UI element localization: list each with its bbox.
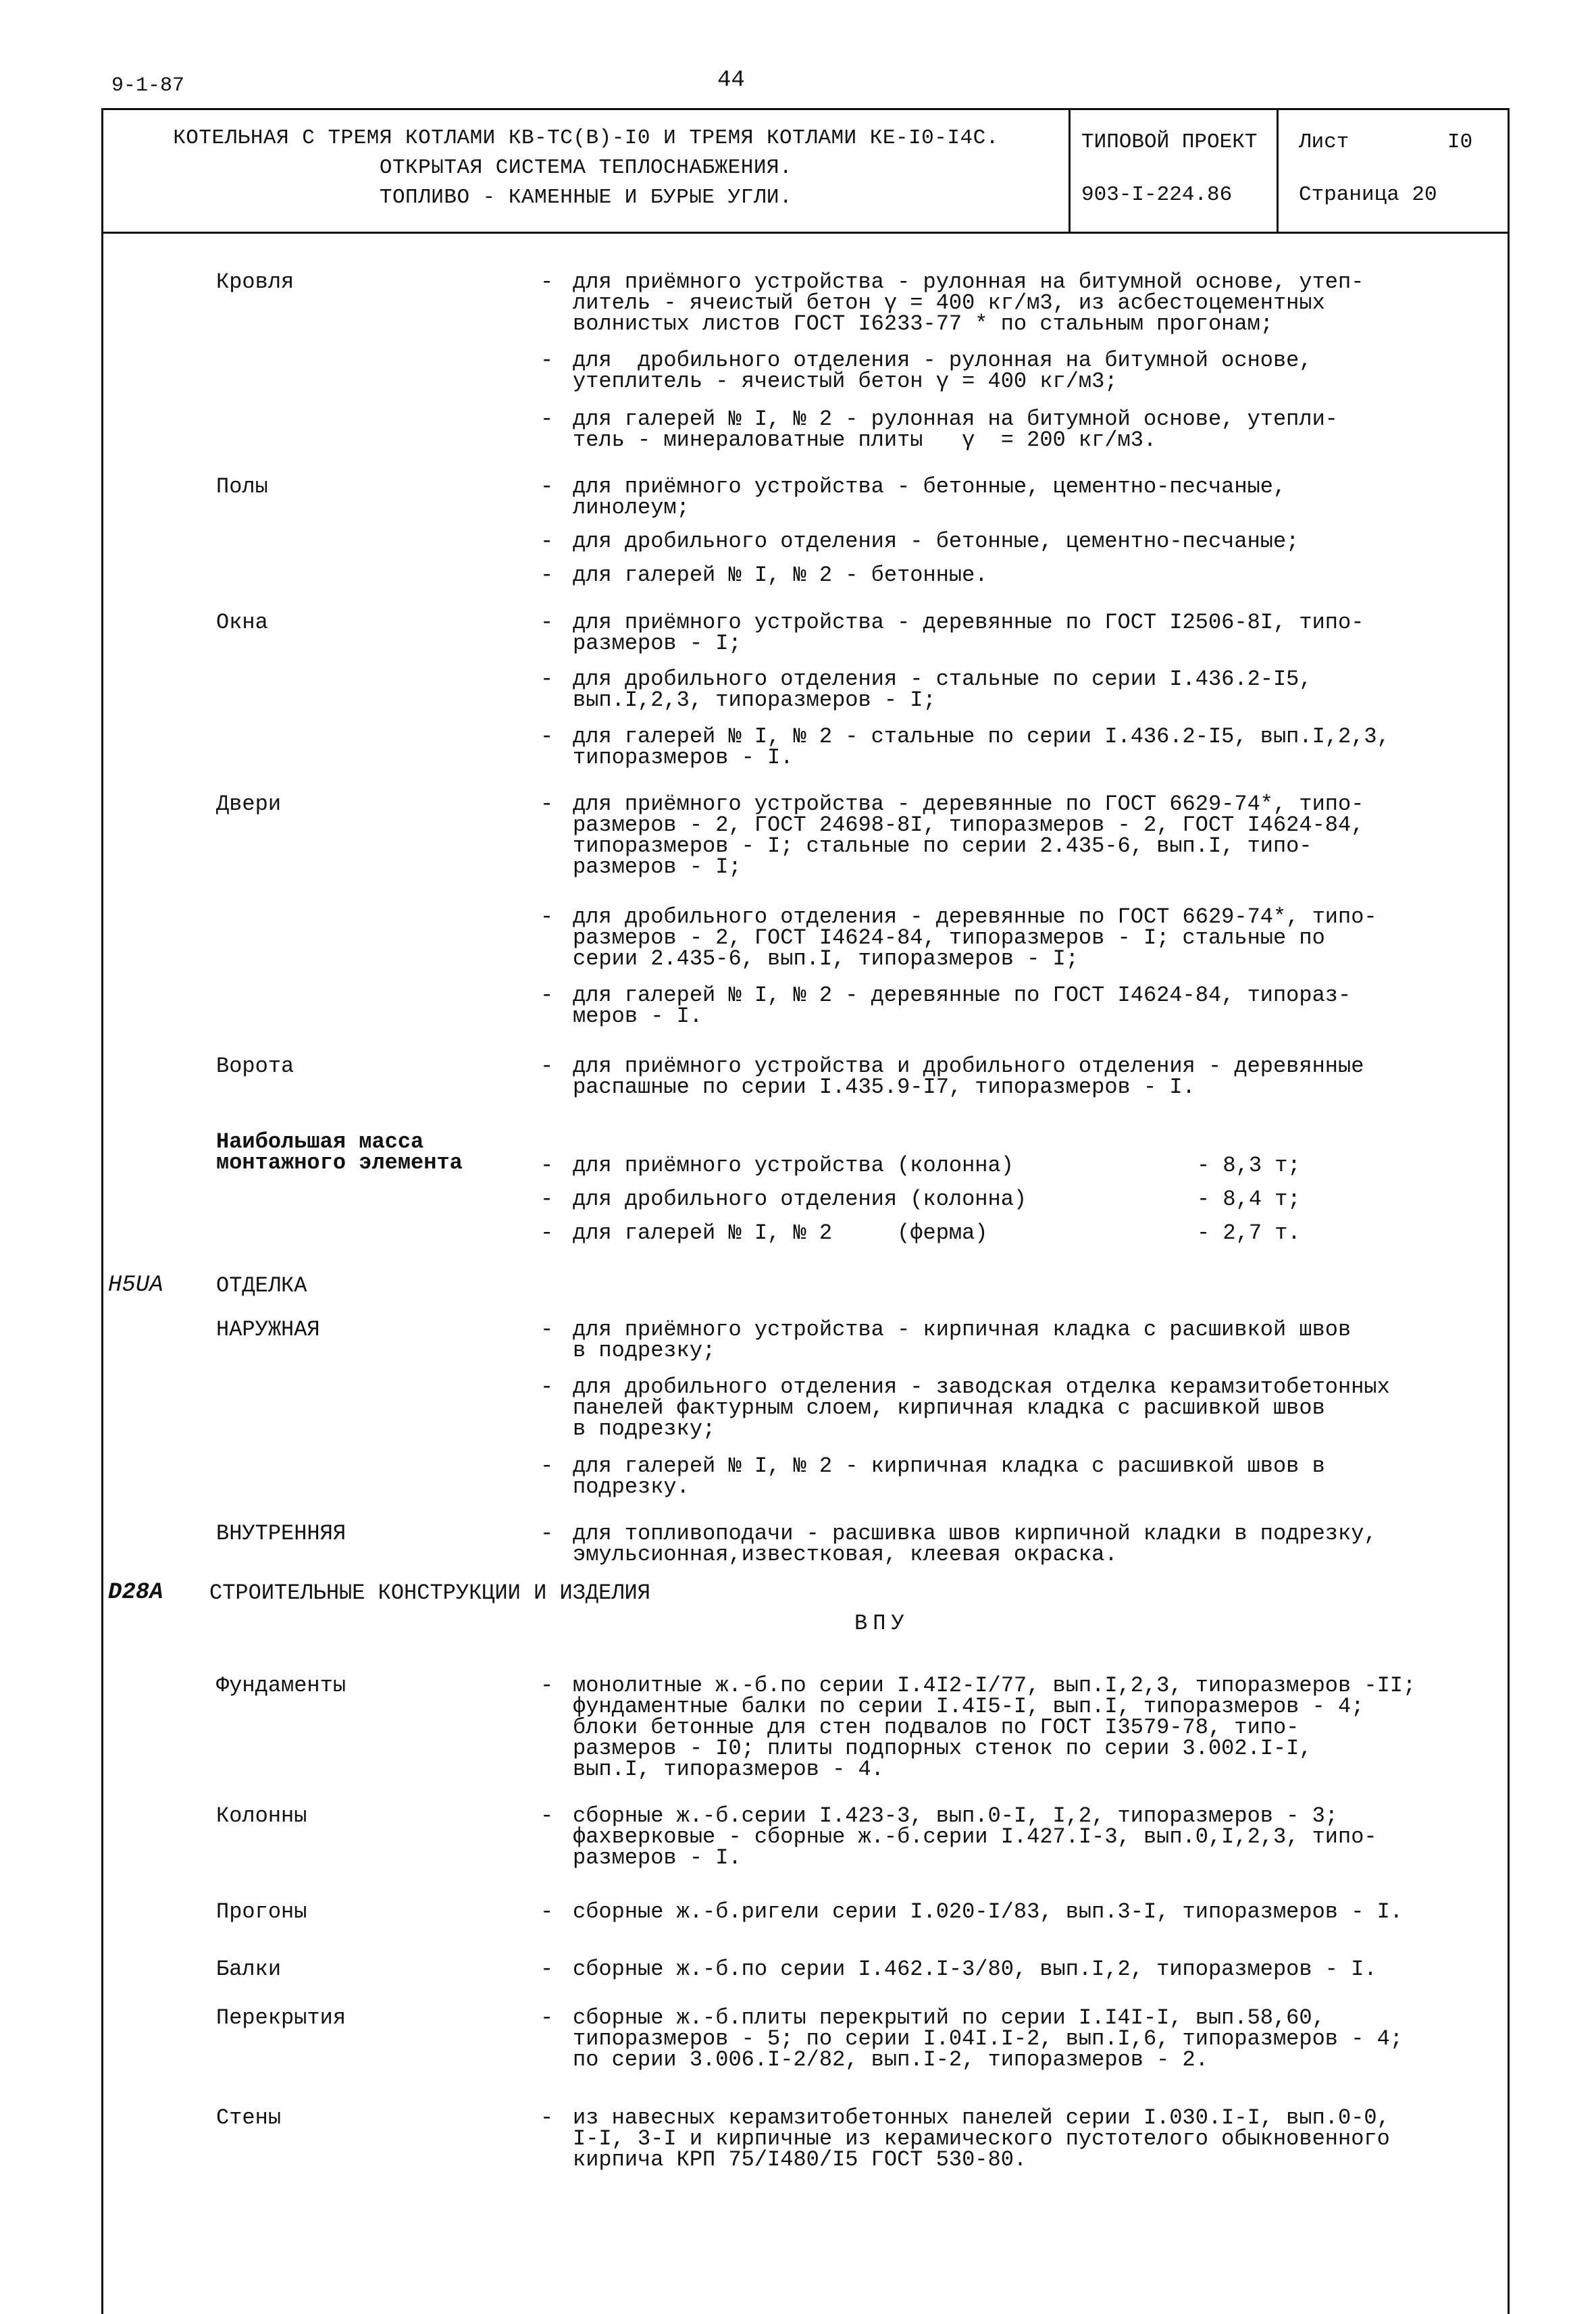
list-dash: - xyxy=(540,1454,554,1479)
list-dash: - xyxy=(540,474,554,499)
project-label: ТИПОВОЙ ПРОЕКТ xyxy=(1081,130,1258,154)
project-cell xyxy=(1071,110,1279,232)
roof-item-2-line-2: утеплитель - ячеистый бетон γ = 400 кг/м3; xyxy=(573,369,1118,394)
beams-line-1: сборные ж.-б.по серии I.462.I-3/80, вып.I,2, типоразмеров - I. xyxy=(573,1957,1377,1982)
list-dash: - xyxy=(540,563,554,588)
outer-item-2-line-2: панелей фактурным слоем, кирпичная кладка с расшивкой швов xyxy=(573,1395,1325,1420)
windows-item-2-line-2: вып.I,2,3, типоразмеров - I; xyxy=(573,688,936,713)
roof-item-3-line-2: тель - минераловатные плиты γ = 200 кг/м3. xyxy=(573,428,1157,453)
list-dash: - xyxy=(540,983,554,1008)
section-label-roof: Кровля xyxy=(216,269,294,294)
section-code-structures: D28A xyxy=(108,1580,163,1605)
windows-item-1-line-1: для приёмного устройства - деревянные по ГОСТ I2506-8I, типо- xyxy=(573,610,1364,635)
list-dash: - xyxy=(540,269,554,294)
title-cell xyxy=(103,110,1071,232)
roof-item-1-line-2: литель - ячеистый бетон γ = 400 кг/м3, из асбестоцементных xyxy=(573,290,1325,315)
mass-value-2: - 8,4 т; xyxy=(1197,1187,1301,1212)
list-dash: - xyxy=(540,1374,554,1399)
inner-item-1-line-1: для топливоподачи - расшивка швов кирпичной кладки в подрезку, xyxy=(573,1521,1377,1546)
foundations-line-5: вып.I, типоразмеров - 4. xyxy=(573,1757,884,1782)
list-dash: - xyxy=(540,1220,554,1245)
list-dash: - xyxy=(540,1899,554,1924)
slabs-line-1: сборные ж.-б.плиты перекрытий по серии I.I4I-I, вып.58,60, xyxy=(573,2005,1325,2030)
list-dash: - xyxy=(540,1673,554,1698)
floors-item-3: для галерей № I, № 2 - бетонные. xyxy=(573,563,988,588)
row-label-foundations: Фундаменты xyxy=(216,1673,346,1698)
walls-line-1: из навесных керамзитобетонных панелей серии I.030.I-I, вып.0-0, xyxy=(573,2105,1390,2130)
list-dash: - xyxy=(540,667,554,692)
doors-item-2-line-2: размеров - 2, ГОСТ I4624-84, типоразмеров - I; стальные по xyxy=(573,925,1325,950)
doors-item-2-line-3: серии 2.435-6, вып.I, типоразмеров - I; xyxy=(573,946,1079,971)
sheet-cell xyxy=(1279,110,1510,232)
list-dash: - xyxy=(540,1957,554,1982)
foundations-line-3: блоки бетонные для стен подвалов по ГОСТ I3579-78, типо- xyxy=(573,1715,1299,1740)
list-dash: - xyxy=(540,610,554,635)
list-dash: - xyxy=(540,792,554,817)
section-label-mass-line-2: монтажного элемента xyxy=(216,1150,463,1175)
page-label: Страница 20 xyxy=(1299,183,1437,207)
list-dash: - xyxy=(540,1317,554,1342)
title-block xyxy=(101,108,1510,234)
windows-item-3-line-2: типоразмеров - I. xyxy=(573,745,794,770)
doors-item-3-line-1: для галерей № I, № 2 - деревянные по ГОСТ I4624-84, типораз- xyxy=(573,983,1352,1008)
outer-item-3-line-2: подрезку. xyxy=(573,1474,690,1499)
mass-item-3: для галерей № I, № 2 (ферма) xyxy=(573,1220,988,1245)
windows-item-3-line-1: для галерей № I, № 2 - стальные по серии I.436.2-I5, вып.I,2,3, xyxy=(573,724,1390,749)
list-dash: - xyxy=(540,1153,554,1178)
doors-item-3-line-2: меров - I. xyxy=(573,1004,703,1029)
gates-item-1-line-2: распашные по серии I.435.9-I7, типоразмеров - I. xyxy=(573,1075,1195,1100)
section-title-finishing: ОТДЕЛКА xyxy=(216,1273,307,1298)
mass-item-2: для дробильного отделения (колонна) xyxy=(573,1187,1027,1212)
roof-item-1-line-1: для приёмного устройства - рулонная на битумной основе, утеп- xyxy=(573,269,1364,294)
section-code-finishing: Н5UA xyxy=(108,1272,163,1298)
gates-item-1-line-1: для приёмного устройства и дробильного отделения - деревянные xyxy=(573,1054,1364,1079)
foundations-line-4: размеров - I0; плиты подпорных стенок по серии 3.002.I-I, xyxy=(573,1736,1312,1761)
foundations-line-1: монолитные ж.-б.по серии I.4I2-I/77, вып.I,2,3, типоразмеров -II; xyxy=(573,1673,1416,1698)
outer-item-2-line-3: в подрезку; xyxy=(573,1416,716,1441)
outer-item-1-line-2: в подрезку; xyxy=(573,1338,716,1363)
columns-line-2: фахверковые - сборные ж.-б.серии I.427.I-3, вып.0,I,2,3, типо- xyxy=(573,1824,1377,1849)
frame-left-border xyxy=(101,234,103,2314)
subsection-label-outer: НАРУЖНАЯ xyxy=(216,1317,320,1342)
frame-right-border xyxy=(1508,234,1510,2314)
floors-item-1-line-2: линолеум; xyxy=(573,495,690,520)
subsection-label-inner: ВНУТРЕННЯЯ xyxy=(216,1521,346,1546)
row-label-slabs: Перекрытия xyxy=(216,2005,346,2030)
walls-line-2: I-I, 3-I и кирпичные из керамического пустотелого обыкновенного xyxy=(573,2126,1390,2151)
section-label-mass: Наибольшая масса xyxy=(216,1129,424,1154)
title-line: ОТКРЫТАЯ СИСТЕМА ТЕПЛОСНАБЖЕНИЯ. xyxy=(379,156,793,180)
floors-item-1-line-1: для приёмного устройства - бетонные, цементно-песчаные, xyxy=(573,474,1287,499)
slabs-line-3: по серии 3.006.I-2/82, вып.I-2, типоразмеров - 2. xyxy=(573,2047,1208,2072)
outer-item-1-line-1: для приёмного устройства - кирпичная кладка с расшивкой швов xyxy=(573,1317,1352,1342)
roof-item-3-line-1: для галерей № I, № 2 - рулонная на битумной основе, утепли- xyxy=(573,407,1338,432)
row-label-columns: Колонны xyxy=(216,1803,307,1828)
list-dash: - xyxy=(540,2105,554,2130)
list-dash: - xyxy=(540,529,554,554)
list-dash: - xyxy=(540,1054,554,1079)
mass-item-1: для приёмного устройства (колонна) xyxy=(573,1153,1014,1178)
sheet-number: I0 xyxy=(1447,130,1473,154)
section-label-doors: Двери xyxy=(216,792,282,817)
doors-item-1-line-3: типоразмеров - I; стальные по серии 2.435-6, вып.I, типо- xyxy=(573,833,1312,858)
list-dash: - xyxy=(540,1187,554,1212)
list-dash: - xyxy=(540,407,554,432)
walls-line-3: кирпича КРП 75/I480/I5 ГОСТ 530-80. xyxy=(573,2147,1027,2172)
section-title-structures: СТРОИТЕЛЬНЫЕ КОНСТРУКЦИИ И ИЗДЕЛИЯ xyxy=(209,1580,650,1605)
document-code: 9-1-87 xyxy=(111,74,185,97)
section-subtitle-vpu: ВПУ xyxy=(854,1611,910,1636)
row-label-purlins: Прогоны xyxy=(216,1899,307,1924)
section-label-gates: Ворота xyxy=(216,1054,294,1079)
windows-item-1-line-2: размеров - I; xyxy=(573,631,742,656)
page-number: 44 xyxy=(717,68,745,93)
list-dash: - xyxy=(540,1521,554,1546)
list-dash: - xyxy=(540,724,554,749)
roof-item-2-line-1: для дробильного отделения - рулонная на битумной основе, xyxy=(573,348,1312,373)
columns-line-3: размеров - I. xyxy=(573,1845,742,1870)
list-dash: - xyxy=(540,2005,554,2030)
purlins-line-1: сборные ж.-б.ригели серии I.020-I/83, вып.3-I, типоразмеров - I. xyxy=(573,1899,1403,1924)
slabs-line-2: типоразмеров - 5; по серии I.04I.I-2, вып.I,6, типоразмеров - 4; xyxy=(573,2026,1403,2051)
mass-value-1: - 8,3 т; xyxy=(1197,1153,1301,1178)
project-number: 903-I-224.86 xyxy=(1081,183,1233,207)
title-line: КОТЕЛЬНАЯ С ТРЕМЯ КОТЛАМИ КВ-ТС(В)-I0 И ТРЕМЯ КОТЛАМИ КЕ-I0-I4С. xyxy=(173,126,999,150)
list-dash: - xyxy=(540,904,554,929)
outer-item-2-line-1: для дробильного отделения - заводская отделка керамзитобетонных xyxy=(573,1374,1390,1399)
doors-item-1-line-2: размеров - 2, ГОСТ 24698-8I, типоразмеров - 2, ГОСТ I4624-84, xyxy=(573,813,1364,838)
mass-value-3: - 2,7 т. xyxy=(1197,1220,1301,1245)
list-dash: - xyxy=(540,1803,554,1828)
row-label-walls: Стены xyxy=(216,2105,282,2130)
columns-line-1: сборные ж.-б.серии I.423-3, вып.0-I, I,2, типоразмеров - 3; xyxy=(573,1803,1338,1828)
roof-item-1-line-3: волнистых листов ГОСТ I6233-77 * по стальным прогонам; xyxy=(573,311,1273,336)
doors-item-1-line-1: для приёмного устройства - деревянные по ГОСТ 6629-74*, типо- xyxy=(573,792,1364,817)
section-label-windows: Окна xyxy=(216,610,268,635)
list-dash: - xyxy=(540,348,554,373)
sheet-label: Лист xyxy=(1299,130,1349,154)
doors-item-1-line-4: размеров - I; xyxy=(573,854,742,879)
title-line: ТОПЛИВО - КАМЕННЫЕ И БУРЫЕ УГЛИ. xyxy=(379,186,793,209)
row-label-beams: Балки xyxy=(216,1957,282,1982)
foundations-line-2: фундаментные балки по серии I.4I5-I, вып.I, типоразмеров - 4; xyxy=(573,1694,1364,1719)
windows-item-2-line-1: для дробильного отделения - стальные по серии I.436.2-I5, xyxy=(573,667,1312,692)
outer-item-3-line-1: для галерей № I, № 2 - кирпичная кладка с расшивкой швов в xyxy=(573,1454,1325,1479)
section-label-floors: Полы xyxy=(216,474,268,499)
inner-item-1-line-2: эмульсионная,известковая, клеевая окраска. xyxy=(573,1542,1118,1567)
floors-item-2: для дробильного отделения - бетонные, цементно-песчаные; xyxy=(573,529,1299,554)
doors-item-2-line-1: для дробильного отделения - деревянные по ГОСТ 6629-74*, типо- xyxy=(573,904,1377,929)
